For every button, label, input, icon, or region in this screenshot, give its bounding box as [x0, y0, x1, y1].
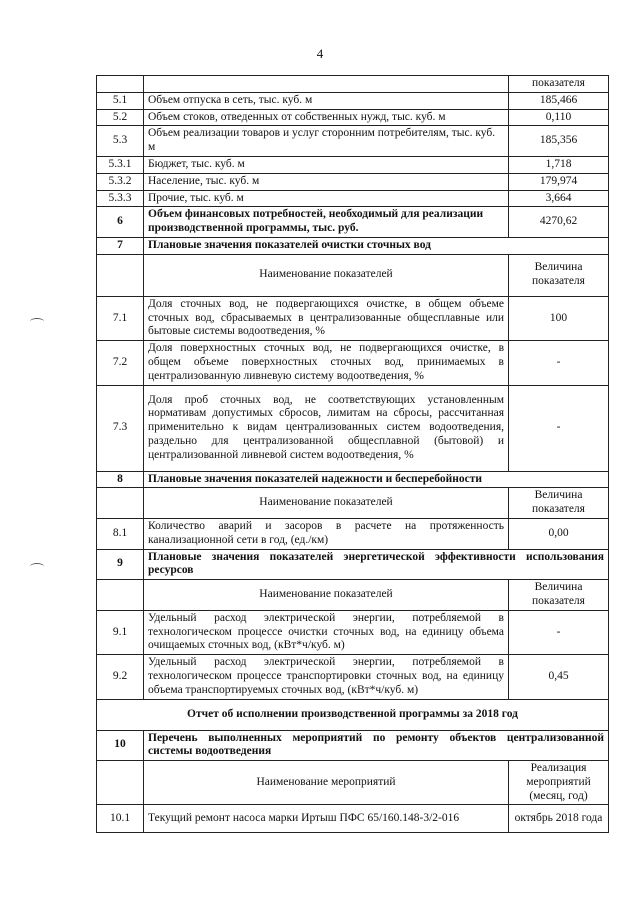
indicator-name: Доля сточных вод, не подвергающихся очистке, в общем объеме сточных вод, сбрасываемых в централизованные общесплавные или бытовые системы водоотведения, % [144, 296, 509, 340]
table-row [97, 254, 609, 296]
indicator-value: октябрь 2018 года [509, 805, 609, 833]
section-title: Перечень выполненных мероприятий по ремонту объектов централизованной системы водоотведения [144, 730, 609, 761]
indicator-name: Объем финансовых потребностей, необходимый для реализации производственной программы, тыс. руб. [144, 207, 509, 238]
table-row [97, 296, 609, 340]
row-number: 5.3.1 [97, 156, 144, 173]
indicator-value: 0,00 [509, 518, 609, 549]
row-number: 7.1 [97, 296, 144, 340]
program-table [96, 75, 609, 833]
indicator-name: Удельный расход электрической энергии, потребляемой в технологическом процессе очистки сточных вод, на единицу объема очищаемых сточных вод, (кВт*ч/куб. м) [144, 610, 509, 654]
row-number: 9.2 [97, 655, 144, 699]
table-row [97, 610, 609, 654]
row-number [97, 488, 144, 519]
table-row [97, 190, 609, 207]
table-row [97, 341, 609, 385]
indicator-name: Бюджет, тыс. куб. м [144, 156, 509, 173]
row-number [97, 76, 144, 93]
indicator-value: показателя [509, 76, 609, 93]
table-row [97, 207, 609, 238]
page-number: 4 [316, 46, 324, 61]
indicator-value: - [509, 610, 609, 654]
row-number: 5.3 [97, 126, 144, 157]
row-number [97, 580, 144, 611]
section-number: 9 [97, 549, 144, 580]
row-number: 7.3 [97, 385, 144, 471]
table-row [97, 237, 609, 254]
indicator-name: Объем стоков, отведенных от собственных нужд, тыс. куб. м [144, 109, 509, 126]
table-row [97, 385, 609, 471]
indicator-value: 185,466 [509, 92, 609, 109]
indicator-name [144, 76, 509, 93]
column-header-name: Наименование показателей [144, 488, 509, 519]
section-number: 7 [97, 237, 144, 254]
indicator-name: Население, тыс. куб. м [144, 173, 509, 190]
section-title: Плановые значения показателей энергетической эффективности использования ресурсов [144, 549, 609, 580]
row-number: 10.1 [97, 805, 144, 833]
table-row [97, 109, 609, 126]
indicator-value: 4270,62 [509, 207, 609, 238]
indicator-value: 0,45 [509, 655, 609, 699]
table-row [97, 805, 609, 833]
row-number [97, 254, 144, 296]
table-row [97, 655, 609, 699]
indicator-name: Прочие, тыс. куб. м [144, 190, 509, 207]
indicator-value: 1,718 [509, 156, 609, 173]
column-header-value: Реализация мероприятий (месяц, год) [509, 761, 609, 805]
column-header-value: Величина показателя [509, 488, 609, 519]
table-row [97, 156, 609, 173]
table-row [97, 126, 609, 157]
column-header-name: Наименование показателей [144, 580, 509, 611]
column-header-name: Наименование мероприятий [144, 761, 509, 805]
row-number: 5.1 [97, 92, 144, 109]
left-margin-mark [30, 563, 44, 570]
indicator-value: 3,664 [509, 190, 609, 207]
indicator-name: Доля поверхностных сточных вод, не подвергающихся очистке, в общем объеме поверхностных сточных вод, принимаемых в централизованную ливневую систему водоотведения, % [144, 341, 509, 385]
row-number: 6 [97, 207, 144, 238]
indicator-value: 179,974 [509, 173, 609, 190]
indicator-name: Удельный расход электрической энергии, потребляемой в технологическом процессе транспортировки сточных вод, на единицу объема транспортируемых сточных вод, (кВт*ч/куб. м) [144, 655, 509, 699]
table-row [97, 761, 609, 805]
indicator-value: - [509, 341, 609, 385]
row-number: 9.1 [97, 610, 144, 654]
indicator-name: Текущий ремонт насоса марки Иртыш ПФС 65/160.148-3/2-016 [144, 805, 509, 833]
indicator-name: Объем реализации товаров и услуг сторонним потребителям, тыс. куб. м [144, 126, 509, 157]
table-row [97, 549, 609, 580]
indicator-value: 185,356 [509, 126, 609, 157]
section-number: 10 [97, 730, 144, 761]
indicator-name: Объем отпуска в сеть, тыс. куб. м [144, 92, 509, 109]
indicator-value: 100 [509, 296, 609, 340]
table-row [97, 518, 609, 549]
left-margin-mark [30, 318, 44, 325]
indicator-value: - [509, 385, 609, 471]
table-row [97, 471, 609, 488]
table-row [97, 76, 609, 93]
column-header-value: Величина показателя [509, 580, 609, 611]
row-number: 5.3.3 [97, 190, 144, 207]
row-number: 7.2 [97, 341, 144, 385]
row-number [97, 761, 144, 805]
row-number: 5.2 [97, 109, 144, 126]
table-row [97, 173, 609, 190]
report-heading: Отчет об исполнении производственной программы за 2018 год [97, 699, 609, 730]
table-row [97, 699, 609, 730]
section-number: 8 [97, 471, 144, 488]
table-row [97, 730, 609, 761]
table-row [97, 580, 609, 611]
indicator-value: 0,110 [509, 109, 609, 126]
indicator-name: Доля проб сточных вод, не соответствующих установленным нормативам допустимых сбросов, лимитам на сбросы, рассчитанная применительно к видам централизованных систем водоотведения, раздельно для централизованной общесплавной (бытовой) и централизованной ливневой систем водоотведения, % [144, 385, 509, 471]
section-title: Плановые значения показателей очистки сточных вод [144, 237, 609, 254]
row-number: 8.1 [97, 518, 144, 549]
column-header-name: Наименование показателей [144, 254, 509, 296]
section-title: Плановые значения показателей надежности и бесперебойности [144, 471, 609, 488]
table-row [97, 92, 609, 109]
table-row [97, 488, 609, 519]
indicator-name: Количество аварий и засоров в расчете на протяженность канализационной сети в год, (ед./км) [144, 518, 509, 549]
column-header-value: Величина показателя [509, 254, 609, 296]
row-number: 5.3.2 [97, 173, 144, 190]
